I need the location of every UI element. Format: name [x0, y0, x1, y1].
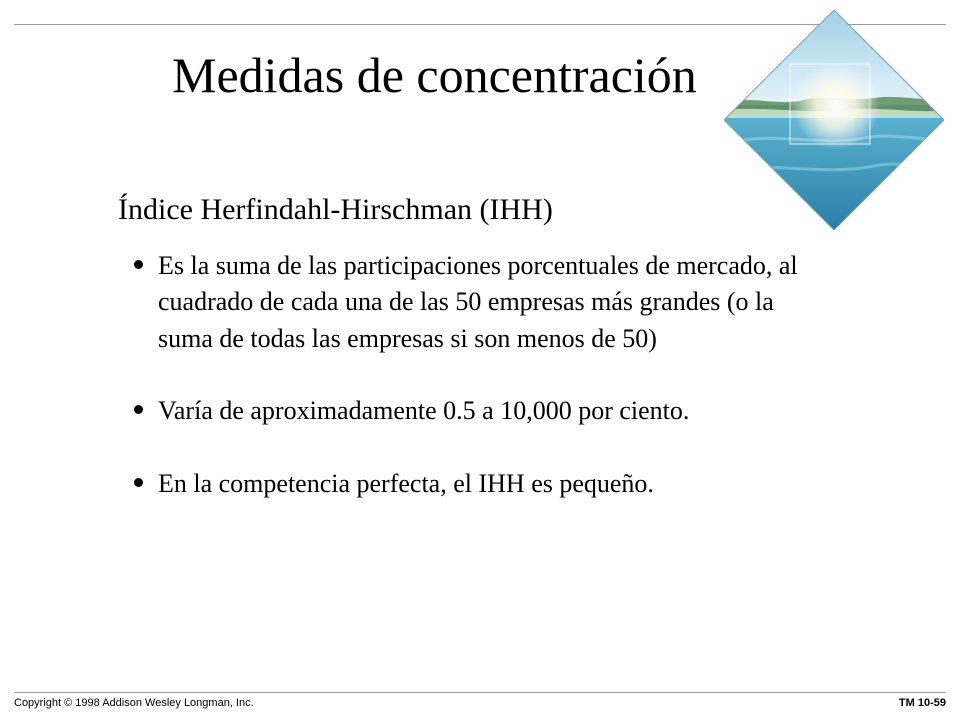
bullet-text: Varía de aproximadamente 0.5 a 10,000 por ciento.	[158, 396, 690, 426]
tropical-beach-photo-icon	[724, 10, 944, 230]
copyright-notice: Copyright © 1998 Addison Wesley Longman, Inc.	[14, 697, 254, 709]
bottom-divider	[14, 692, 946, 693]
bullet-dot-icon	[134, 478, 143, 487]
subheading-ihh: Índice Herfindahl-Hirschman (IHH)	[118, 193, 553, 226]
bullet-dot-icon	[134, 260, 143, 269]
bullet-item	[130, 466, 830, 502]
bullet-item	[130, 393, 830, 429]
bullet-text: En la competencia perfecta, el IHH es pequeño.	[158, 468, 654, 498]
bullet-dot-icon	[134, 405, 143, 414]
bullet-list	[130, 248, 830, 502]
bullet-text: Es la suma de las participaciones porcentuales de mercado, al cuadrado de cada una de las 50 empresas más grandes (o la suma de todas las empresas si son menos de 50)	[158, 251, 798, 353]
slide-number: TM 10-59	[898, 697, 946, 709]
bullet-item	[130, 248, 830, 357]
slide-title: Medidas de concentración	[172, 47, 697, 103]
